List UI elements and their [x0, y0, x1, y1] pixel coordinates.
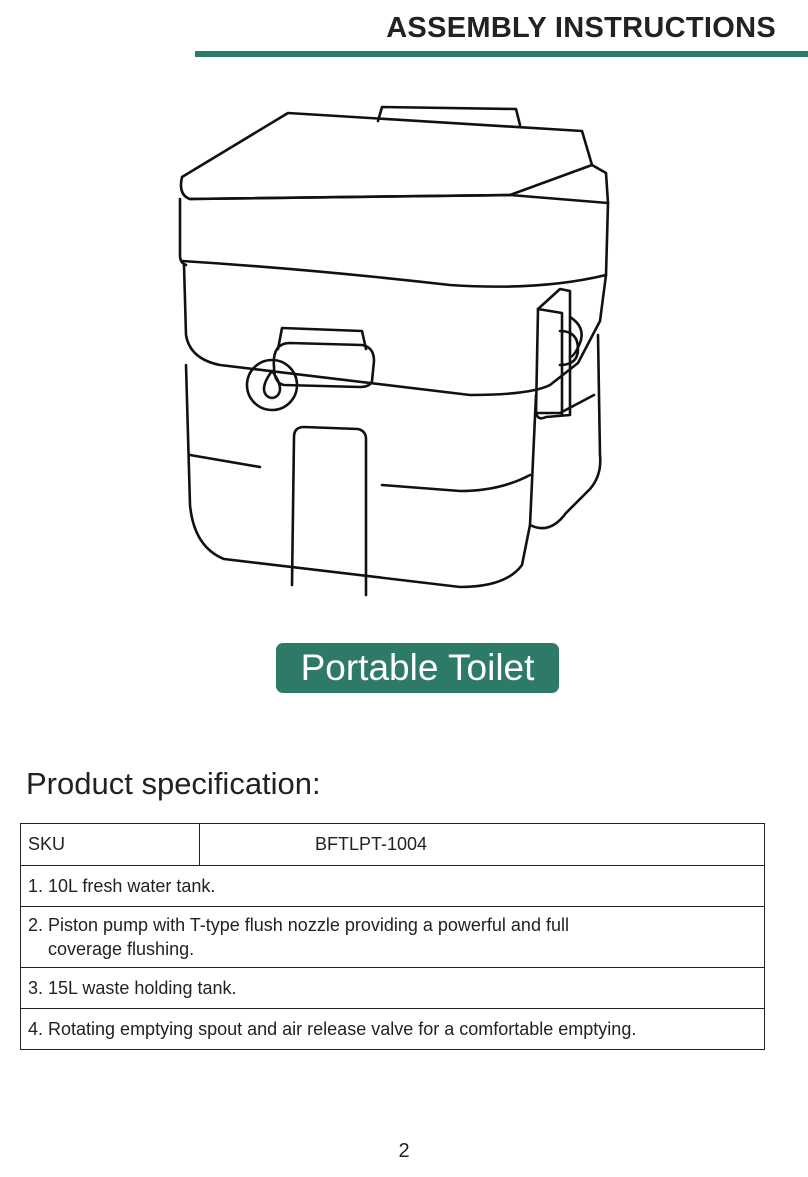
table-row	[21, 1009, 765, 1050]
page-header-title: ASSEMBLY INSTRUCTIONS	[386, 12, 776, 44]
feature-2	[21, 907, 765, 968]
sku-label: SKU	[21, 824, 200, 866]
table-row	[21, 866, 765, 907]
page-number: 2	[398, 1140, 410, 1162]
spec-table	[20, 823, 765, 1050]
table-row	[21, 907, 765, 968]
table-row	[21, 968, 765, 1009]
feature-4: 4. Rotating emptying spout and air release valve for a comfortable emptying.	[21, 1009, 765, 1050]
product-name-badge: Portable Toilet	[276, 643, 559, 693]
feature-2-line-1: 2. Piston pump with T-type flush nozzle providing a powerful and full	[28, 915, 569, 935]
table-row	[21, 824, 765, 866]
portable-toilet-icon	[150, 95, 630, 615]
header-divider	[195, 51, 808, 57]
feature-1: 1. 10L fresh water tank.	[21, 866, 765, 907]
spec-heading: Product specification:	[26, 766, 321, 801]
feature-3: 3. 15L waste holding tank.	[21, 968, 765, 1009]
feature-2-line-2: coverage flushing.	[48, 939, 195, 959]
sku-value: BFTLPT-1004	[200, 824, 765, 866]
